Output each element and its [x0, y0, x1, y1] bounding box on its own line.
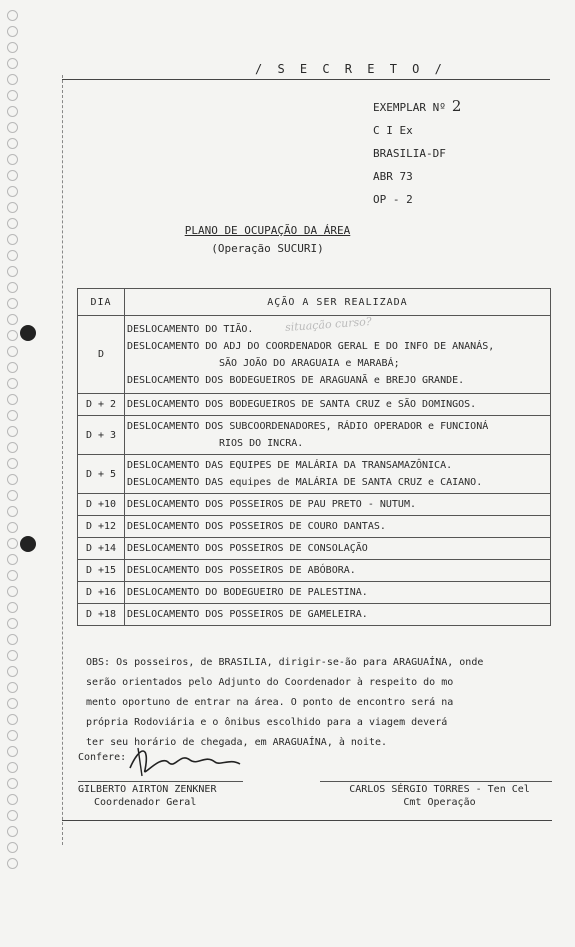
binder-ring [7, 394, 18, 405]
signature-block-right [327, 783, 552, 809]
acao-line: DESLOCAMENTO DOS POSSEIROS DE CONSOLAÇÃO [127, 543, 368, 554]
acao-cell [125, 316, 551, 394]
dia-cell: D +15 [78, 560, 125, 582]
binder-ring [7, 282, 18, 293]
binder-ring [7, 842, 18, 853]
binder-ring [7, 186, 18, 197]
binder-ring [7, 522, 18, 533]
exemplar-number: 2 [451, 97, 462, 115]
document-title: PLANO DE OCUPAÇÃO DA ÁREA [184, 224, 351, 237]
dia-cell: D + 2 [78, 394, 125, 416]
table-header-row [78, 289, 551, 316]
binder-ring [7, 330, 18, 341]
punch-hole [20, 536, 36, 552]
margin-handwritten-note: situação curso? [284, 314, 373, 335]
document-subtitle: (Operação SUCURI) [211, 242, 324, 255]
bottom-rule [62, 820, 552, 821]
signature-line-right [320, 781, 552, 782]
acao-cell [125, 455, 551, 494]
acao-line: DESLOCAMENTO DO BODEGUEIRO DE PALESTINA. [127, 587, 368, 598]
table-row [78, 516, 551, 538]
acao-line: DESLOCAMENTO DOS BODEGUEIROS DE ARAGUANÃ e BREJO GRANDE. [127, 374, 465, 386]
confere-label: Confere: [78, 752, 127, 763]
binder-ring [7, 698, 18, 709]
date-label: ABR 73 [373, 170, 413, 183]
acao-line: RIOS DO INCRA. [219, 438, 304, 449]
col-dia-header: DIA [78, 289, 125, 316]
acao-cell [125, 394, 551, 416]
binder-ring [7, 378, 18, 389]
ref-label: OP - 2 [373, 193, 413, 206]
binder-ring [7, 794, 18, 805]
binder-ring [7, 762, 18, 773]
table-row [78, 394, 551, 416]
obs-line: ter seu horário de chegada, em ARAGUAÍNA, à noite. [86, 737, 388, 748]
acao-line: DESLOCAMENTO DOS POSSEIROS DE COURO DANTAS. [127, 521, 386, 532]
binder-ring [7, 778, 18, 789]
dia-cell: D +12 [78, 516, 125, 538]
binder-ring [7, 442, 18, 453]
binder-ring [7, 618, 18, 629]
binder-ring [7, 362, 18, 373]
acao-cell [125, 516, 551, 538]
binder-ring [7, 458, 18, 469]
classification-stamp: / S E C R E T O / [255, 62, 446, 76]
org-label: C I Ex [373, 124, 413, 137]
binder-ring [7, 634, 18, 645]
operations-table [77, 288, 551, 626]
table-row [78, 494, 551, 516]
acao-cell [125, 604, 551, 626]
table-row [78, 560, 551, 582]
obs-line: OBS: Os posseiros, de BRASILIA, dirigir-se-ão para ARAGUAÍNA, onde [86, 657, 484, 668]
acao-cell [125, 538, 551, 560]
dia-cell: D +10 [78, 494, 125, 516]
obs-line: serão orientados pelo Adjunto do Coordenador à respeito do mo [86, 677, 454, 688]
dia-cell: D +18 [78, 604, 125, 626]
acao-cell [125, 494, 551, 516]
binder-ring [7, 650, 18, 661]
city-label: BRASILIA-DF [373, 147, 446, 160]
acao-line: DESLOCAMENTO DOS POSSEIROS DE PAU PRETO - NUTUM. [127, 499, 416, 510]
binder-ring [7, 154, 18, 165]
binder-ring [7, 410, 18, 421]
signer-role: Coordenador Geral [94, 797, 197, 808]
binder-ring [7, 682, 18, 693]
binder-ring [7, 202, 18, 213]
acao-line: DESLOCAMENTO DAS equipes de MALÁRIA DE SANTA CRUZ e CAIANO. [127, 477, 483, 488]
binder-ring [7, 426, 18, 437]
acao-line: DESLOCAMENTO DO TIÃO. [127, 323, 254, 335]
signer-name: GILBERTO AIRTON ZENKNER [78, 784, 217, 795]
binder-ring [7, 714, 18, 725]
binder-ring [7, 26, 18, 37]
binder-ring [7, 570, 18, 581]
table-row [78, 582, 551, 604]
binder-ring [7, 90, 18, 101]
acao-cell [125, 416, 551, 455]
binder-ring [7, 506, 18, 517]
binder-rings [0, 0, 22, 880]
signer-name: CARLOS SÉRGIO TORRES - Ten Cel [349, 784, 530, 795]
signature-block-left [78, 783, 216, 809]
binder-ring [7, 810, 18, 821]
binder-ring [7, 586, 18, 597]
acao-line: DESLOCAMENTO DO ADJ DO COORDENADOR GERAL E DO INFO DE ANANÁS, [127, 340, 495, 352]
binder-ring [7, 314, 18, 325]
dia-cell: D +16 [78, 582, 125, 604]
binder-ring [7, 746, 18, 757]
binder-ring [7, 266, 18, 277]
acao-cell [125, 560, 551, 582]
table-row [78, 538, 551, 560]
binder-ring [7, 602, 18, 613]
acao-line: DESLOCAMENTO DAS EQUIPES DE MALÁRIA DA TRANSAMAZÔNICA. [127, 460, 453, 471]
binder-ring [7, 122, 18, 133]
dia-cell: D + 3 [78, 416, 125, 455]
binder-ring [7, 58, 18, 69]
binder-ring [7, 826, 18, 837]
binder-ring [7, 106, 18, 117]
binder-ring [7, 490, 18, 501]
acao-line: DESLOCAMENTO DOS POSSEIROS DE ABÓBORA. [127, 565, 356, 576]
binder-ring [7, 298, 18, 309]
dia-cell: D +14 [78, 538, 125, 560]
table-row [78, 416, 551, 455]
binder-ring [7, 138, 18, 149]
acao-line: DESLOCAMENTO DOS POSSEIROS DE GAMELEIRA. [127, 609, 368, 620]
acao-line: SÃO JOÃO DO ARAGUAIA e MARABÁ; [219, 357, 400, 369]
acao-line: DESLOCAMENTO DOS BODEGUEIROS DE SANTA CRUZ e SÃO DOMINGOS. [127, 399, 477, 410]
dia-cell: D [78, 316, 125, 394]
col-acao-header: AÇÃO A SER REALIZADA [125, 289, 551, 316]
binder-ring [7, 10, 18, 21]
acao-cell [125, 582, 551, 604]
obs-line: mento oportuno de entrar na área. O ponto de encontro será na [86, 697, 454, 708]
binder-ring [7, 730, 18, 741]
binder-ring [7, 554, 18, 565]
top-rule [62, 79, 550, 80]
binder-ring [7, 170, 18, 181]
binder-ring [7, 42, 18, 53]
table-row [78, 604, 551, 626]
binder-ring [7, 474, 18, 485]
handwritten-signature [120, 740, 250, 780]
binder-ring [7, 74, 18, 85]
observations [86, 653, 551, 753]
signer-role: Cmt Operação [403, 797, 476, 808]
punch-hole [20, 325, 36, 341]
signature-line-left [78, 781, 243, 782]
document-header [373, 95, 461, 211]
acao-line: DESLOCAMENTO DOS SUBCOORDENADORES, RÁDIO OPERADOR e FUNCIONÁ [127, 421, 489, 432]
dia-cell: D + 5 [78, 455, 125, 494]
binder-ring [7, 858, 18, 869]
binder-ring [7, 538, 18, 549]
obs-line: própria Rodoviária e o ônibus escolhido para a viagem deverá [86, 717, 448, 728]
binder-ring [7, 346, 18, 357]
exemplar-label: EXEMPLAR Nº [373, 101, 446, 114]
table-row [78, 455, 551, 494]
binder-ring [7, 666, 18, 677]
table-row [78, 316, 551, 394]
